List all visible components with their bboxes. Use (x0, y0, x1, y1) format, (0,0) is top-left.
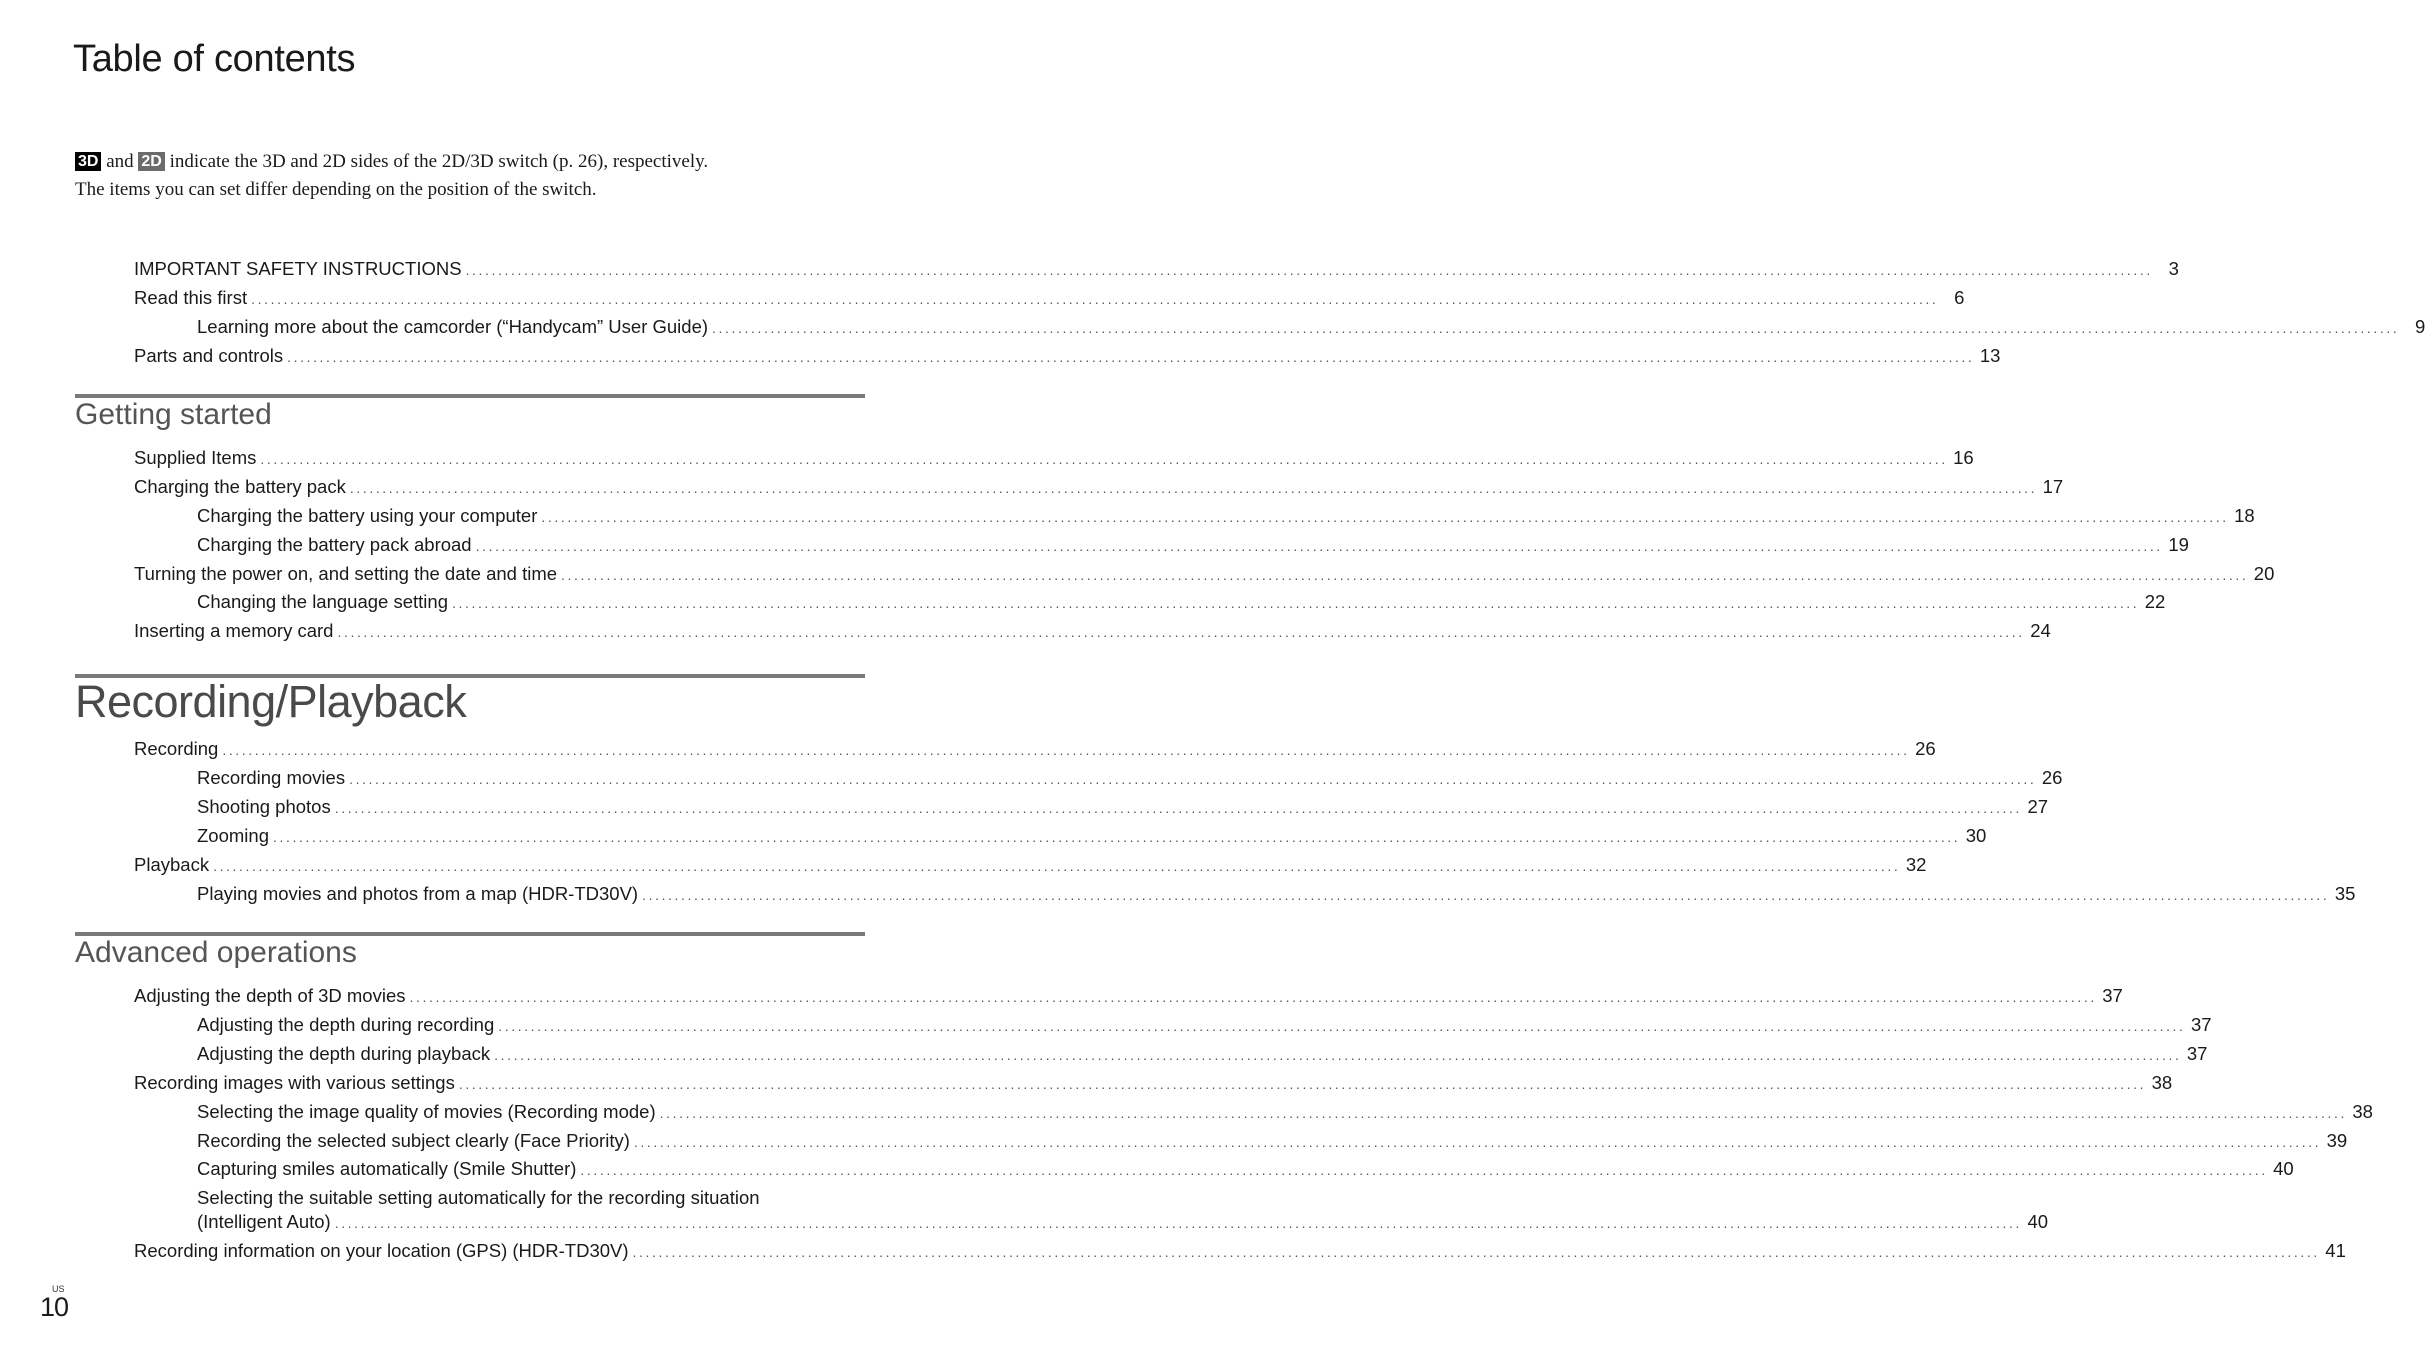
toc-leader-dots: .................................................................................................................................................................................................................................................................... (561, 567, 2249, 583)
page-title: Table of contents (73, 38, 356, 80)
toc-entry-page: 24 (2030, 620, 2051, 641)
toc-leader-dots: .................................................................................................................................................................................................................................................................... (334, 800, 2023, 816)
toc-entry[interactable] (197, 765, 2063, 791)
toc-entry[interactable] (134, 1070, 2173, 1096)
toc-entry-title: Adjusting the depth during playback (197, 1043, 491, 1064)
toc-entry-title: Supplied Items (134, 447, 257, 468)
toc-entry-page: 18 (2234, 505, 2255, 526)
toc-entry[interactable] (134, 474, 2064, 500)
section-heading-recording-playback: Recording/Playback (75, 676, 467, 727)
toc-entry-title: IMPORTANT SAFETY INSTRUCTIONS (134, 258, 462, 279)
toc-leader-dots: .................................................................................................................................................................................................................................................................... (659, 1105, 2347, 1121)
toc-leader-dots: .................................................................................................................................................................................................................................................................... (272, 829, 1961, 845)
toc-entry-title: Selecting the image quality of movies (Recording mode) (197, 1101, 656, 1122)
toc-leader-dots: .................................................................................................................................................................................................................................................................... (260, 451, 1948, 467)
toc-entry-title: Turning the power on, and setting the date and time (134, 563, 558, 584)
toc-entry-page: 22 (2144, 591, 2166, 612)
toc-entry-first-line: Selecting the suitable setting automatically for the recording situation (197, 1187, 760, 1208)
toc-entry-title: Charging the battery pack (134, 476, 346, 497)
toc-leader-dots: .................................................................................................................................................................................................................................................................... (349, 771, 2037, 787)
badge-2d-icon: 2D (138, 152, 164, 171)
toc-entry-title: Recording the selected subject clearly (Face Priority) (197, 1130, 630, 1151)
toc-entry-page: 30 (1965, 825, 1987, 846)
toc-leader-dots: .................................................................................................................................................................................................................................................................... (287, 349, 1975, 365)
toc-entry-page: 37 (2186, 1043, 2208, 1064)
toc-leader-dots: .................................................................................................................................................................................................................................................................... (409, 989, 2097, 1005)
toc-entry-page: 37 (2102, 985, 2123, 1006)
toc-entry[interactable] (197, 1209, 2049, 1235)
toc-entry[interactable] (197, 823, 1987, 849)
toc-leader-dots: .................................................................................................................................................................................................................................................................... (337, 624, 2025, 640)
section-heading-advanced: Advanced operations (75, 936, 357, 969)
toc-entry-page: 26 (1915, 738, 1936, 759)
toc-entry-title: Inserting a memory card (134, 620, 334, 641)
toc-entry[interactable] (134, 445, 1974, 471)
toc-leader-dots: .................................................................................................................................................................................................................................................................... (349, 480, 2038, 496)
toc-leader-dots: .................................................................................................................................................................................................................................................................... (498, 1018, 2186, 1034)
toc-entry-title: Read this first (134, 287, 248, 308)
toc-entry[interactable] (134, 561, 2275, 587)
toc-leader-dots: .................................................................................................................................................................................................................................................................... (494, 1047, 2182, 1063)
toc-entry-page: 9 (2415, 316, 2425, 337)
toc-entry-page: 32 (1905, 854, 1927, 875)
toc-entry-title: Playback (134, 854, 210, 875)
toc-entry[interactable] (134, 256, 2179, 282)
toc-entry-page: 3 (2168, 258, 2179, 279)
toc-entry[interactable] (134, 1238, 2346, 1264)
toc-entry-page: 40 (2027, 1211, 2049, 1232)
toc-entry-page: 16 (1953, 447, 1974, 468)
toc-entry[interactable] (197, 881, 2356, 907)
toc-entry[interactable] (197, 503, 2255, 529)
toc-entry[interactable] (134, 343, 2001, 369)
toc-entry[interactable] (134, 618, 2051, 644)
toc-entry-title: Playing movies and photos from a map (HDR-TD30V) (197, 883, 639, 904)
toc-entry-title: Zooming (197, 825, 269, 846)
toc-entry-page: 38 (2151, 1072, 2173, 1093)
toc-leader-dots: .................................................................................................................................................................................................................................................................... (712, 320, 2400, 336)
toc-entry[interactable] (197, 1156, 2294, 1182)
toc-entry[interactable] (134, 736, 1936, 762)
toc-entry[interactable] (197, 589, 2166, 615)
badge-3d-icon: 3D (75, 152, 101, 171)
toc-entry-title: Charging the battery pack abroad (197, 534, 472, 555)
toc-entry-page: 19 (2168, 534, 2189, 555)
toc-entry[interactable] (197, 1041, 2208, 1067)
toc-entry-page: 40 (2273, 1158, 2294, 1179)
toc-entry-title: Recording movies (197, 767, 346, 788)
toc-leader-dots: .................................................................................................................................................................................................................................................................... (451, 595, 2140, 611)
toc-entry-page: 41 (2325, 1240, 2346, 1261)
footer-page-number: 10 (40, 1292, 69, 1322)
toc-entry-page: 6 (1954, 287, 1965, 308)
toc-entry[interactable] (197, 1012, 2212, 1038)
toc-entry-page: 13 (1979, 345, 2001, 366)
toc-entry-page: 26 (2041, 767, 2063, 788)
toc-leader-dots: .................................................................................................................................................................................................................................................................... (633, 1134, 2322, 1150)
toc-entry-page: 39 (2326, 1130, 2348, 1151)
toc-entry-title: Charging the battery using your computer (197, 505, 538, 526)
intro-paragraph (75, 148, 895, 204)
toc-entry[interactable] (197, 314, 2425, 340)
toc-entry[interactable] (197, 794, 2049, 820)
toc-leader-dots: .................................................................................................................................................................................................................................................................... (334, 1215, 2023, 1231)
footer-region-code: US (52, 1284, 65, 1294)
toc-leader-dots: .................................................................................................................................................................................................................................................................... (465, 262, 2153, 278)
toc-entry[interactable] (197, 1099, 2373, 1125)
toc-entry-page: 27 (2027, 796, 2049, 817)
toc-entry[interactable] (197, 1128, 2348, 1154)
toc-entry-title: Adjusting the depth during recording (197, 1014, 495, 1035)
toc-entry-title: Shooting photos (197, 796, 331, 817)
toc-leader-dots: .................................................................................................................................................................................................................................................................... (632, 1244, 2320, 1260)
toc-leader-dots: .................................................................................................................................................................................................................................................................... (251, 291, 1939, 307)
toc-entry-title: Recording images with various settings (134, 1072, 455, 1093)
toc-leader-dots: .................................................................................................................................................................................................................................................................... (458, 1076, 2147, 1092)
toc-leader-dots: .................................................................................................................................................................................................................................................................... (541, 509, 2229, 525)
toc-leader-dots: .................................................................................................................................................................................................................................................................... (213, 858, 1901, 874)
toc-entry[interactable] (134, 852, 1927, 878)
toc-entry-title: Adjusting the depth of 3D movies (134, 985, 406, 1006)
toc-entry-page: 20 (2253, 563, 2275, 584)
toc-entry-page: 17 (2042, 476, 2064, 497)
toc-entry[interactable] (197, 532, 2189, 558)
toc-entry-title: Recording information on your location (GPS) (HDR-TD30V) (134, 1240, 629, 1261)
toc-entry-title: Recording (134, 738, 219, 759)
toc-entry-page: 38 (2352, 1101, 2373, 1122)
intro-line-2: The items you can set differ depending on the position of the switch. (75, 179, 597, 200)
toc-entry-title: Learning more about the camcorder (“Handycam” User Guide) (197, 316, 709, 337)
toc-entry-page: 37 (2190, 1014, 2212, 1035)
toc-entry[interactable] (134, 983, 2123, 1009)
toc-entry-title: Parts and controls (134, 345, 284, 366)
toc-leader-dots: .................................................................................................................................................................................................................................................................... (222, 742, 1910, 758)
toc-entry[interactable] (134, 285, 1965, 311)
intro-and: and (106, 151, 134, 172)
toc-entry-page: 35 (2334, 883, 2356, 904)
toc-leader-dots: .................................................................................................................................................................................................................................................................... (580, 1162, 2268, 1178)
intro-line-1-text: indicate the 3D and 2D sides of the 2D/3D switch (p. 26), respectively. (169, 151, 709, 172)
toc-leader-dots: .................................................................................................................................................................................................................................................................... (642, 887, 2330, 903)
toc-entry-title: (Intelligent Auto) (197, 1211, 331, 1232)
intro-line-1 (75, 148, 895, 176)
toc-leader-dots: .................................................................................................................................................................................................................................................................... (475, 538, 2163, 554)
toc-entry-title: Capturing smiles automatically (Smile Shutter) (197, 1158, 577, 1179)
toc-entry-title: Changing the language setting (197, 591, 448, 612)
section-heading-getting-started: Getting started (75, 398, 272, 431)
